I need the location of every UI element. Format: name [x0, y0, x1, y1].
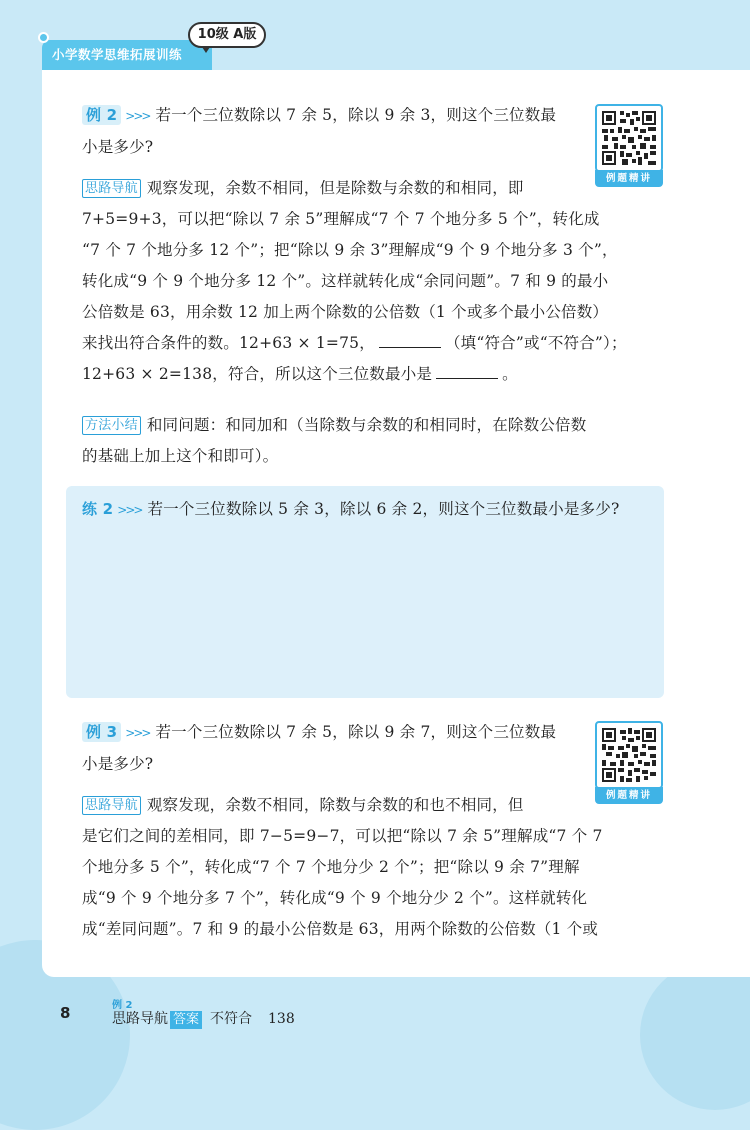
hint-line: 个地分多 5 个”，转化成“7 个 7 个地分少 2 个”；把“除以 9 余 7”理解: [82, 858, 580, 876]
qr-code-icon: [602, 728, 656, 782]
chevron-icon: >>>: [117, 503, 142, 517]
chevron-icon: >>>: [125, 726, 150, 740]
question-text: 小是多少?: [82, 755, 154, 773]
hint-line: 成“9 个 9 个地分多 7 个”，转化成“9 个 9 个地分少 2 个”。这样就转化: [82, 889, 588, 907]
hint-line: 成“差同问题”。7 和 9 的最小公倍数是 63，用两个除数的公倍数（1 个或: [82, 920, 599, 938]
example-3-question: [82, 717, 592, 780]
answer-ref: 思路导航: [112, 1011, 168, 1027]
hint-line: 公倍数是 63，用余数 12 加上两个除数的公倍数（1 个或多个最小公倍数）: [82, 303, 609, 321]
example-3-label: 例 3: [82, 722, 121, 742]
answer-value: 不符合: [210, 1011, 253, 1027]
practice-2-answer-area[interactable]: [80, 530, 650, 680]
example-3-hint: [82, 790, 662, 945]
question-text: 若一个三位数除以 5 余 3，除以 6 余 2，则这个三位数最小是多少?: [147, 500, 620, 518]
chevron-icon: >>>: [125, 109, 150, 123]
question-text: 小是多少?: [82, 138, 154, 156]
header-dot: [38, 32, 49, 43]
example-2-hint: [82, 173, 662, 390]
hint-line: 。: [502, 365, 518, 383]
qr-label: 例题精讲: [595, 170, 663, 187]
question-text: 若一个三位数除以 7 余 5，除以 9 余 3，则这个三位数最: [155, 106, 557, 124]
method-line: 的基础上加上这个和即可）。: [82, 447, 279, 465]
method-line: 和同问题：和同加和（当除数与余数的和相同时，在除数公倍数: [146, 416, 587, 434]
answer-footer: [112, 1008, 295, 1029]
qr-frame: [595, 721, 663, 789]
hint-tag: 思路导航: [82, 179, 141, 198]
hint-line: 7+5=9+3，可以把“除以 7 余 5”理解成“7 个 7 个地分多 5 个”，转化成: [82, 210, 600, 228]
hint-line: “7 个 7 个地分多 12 个”；把“除以 9 余 3”理解成“9 个 9 个地分多 3 个”，: [82, 241, 618, 259]
answer-tag: 答案: [170, 1011, 202, 1029]
qr-frame: [595, 104, 663, 172]
example-2-label: 例 2: [82, 105, 121, 125]
answer-value: 138: [268, 1011, 295, 1027]
question-text: 若一个三位数除以 7 余 5，除以 9 余 7，则这个三位数最: [155, 723, 557, 741]
level-badge: 10级 A版: [188, 22, 266, 48]
qr-label: 例题精讲: [595, 787, 663, 804]
hint-line: 12+63 × 2=138，符合，所以这个三位数最小是: [82, 365, 433, 383]
answer-blank[interactable]: [379, 333, 441, 348]
answer-blank[interactable]: [436, 364, 498, 379]
practice-2-question: [82, 494, 652, 526]
example-2-method: [82, 410, 662, 472]
hint-line: 转化成“9 个 9 个地分多 12 个”。这样就转化成“余同问题”。7 和 9 的最小: [82, 272, 609, 290]
hint-line: 观察发现，余数不相同，除数与余数的和也不相同，但: [146, 796, 524, 814]
hint-line: （填“符合”或“不符合”）；: [444, 334, 627, 352]
answer-ref-small: 例 2: [112, 1000, 133, 1011]
practice-2-label: 练 2: [82, 500, 114, 518]
hint-tag: 思路导航: [82, 796, 141, 815]
hint-line: 来找出符合条件的数。12+63 × 1=75，: [82, 334, 375, 352]
hint-line: 观察发现，余数不相同，但是除数与余数的和相同，即: [146, 179, 524, 197]
background-circle: [640, 960, 750, 1110]
page-number: 8: [60, 1004, 71, 1022]
method-tag: 方法小结: [82, 416, 141, 435]
qr-code-icon: [602, 111, 656, 165]
series-title: 小学数学思维拓展训练: [52, 47, 183, 62]
example-2-question: [82, 100, 592, 163]
hint-line: 是它们之间的差相同，即 7−5=9−7，可以把“除以 7 余 5”理解成“7 个 7: [82, 827, 603, 845]
